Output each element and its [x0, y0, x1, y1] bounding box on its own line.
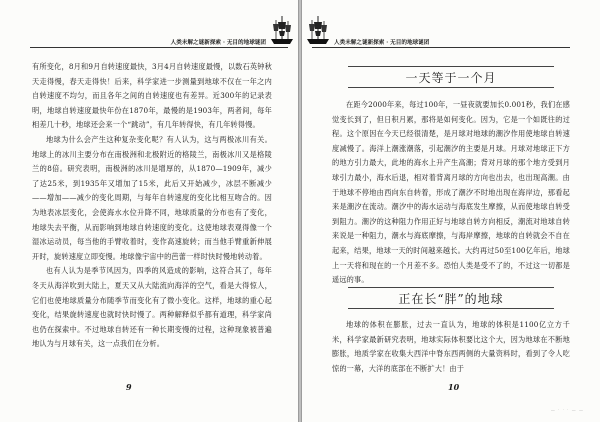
ship-icon — [270, 14, 294, 46]
paragraph: 地球为什么会产生这种复杂变化呢？有人认为，这与两极冰川有关。地球上的冰川主要分布在南极洲和北极附近的格陵兰，南极冰川又是格陵兰的8倍。研究表明，南极洲的冰川是增厚的，从1870—1909年，减少了达25米，到1935年又增加了15米，此后又开始减少，冰层不断减少——增加——减少的变化周期，与每年自转速度的变化比相互吻合的。因为地表冰层变化，会使海水水位升降不同，地球质量的分布也有了变化，地球失去平衡，从而影响到地球自转速度的变化。这使地球表观得像一个湿冰运动员，每当他的手臂收着时，变作高速旋转；而当他手臂重新伸展开时，旋转速度立即变慢。地球像宇宙中的芭蕾一样时快时慢地转动着。 — [32, 134, 272, 261]
section1-body-text — [332, 98, 570, 288]
footer-mark: — · · · — — — [550, 407, 584, 412]
paragraph: 在距今2000年来，每过100年，一昼夜就要加长0.001秒，我们在感觉变长到了，但日积月累，那将是如何变化。因为，它是一个如既往的过程。这个原因在今天已经很清楚，是月球对地球的潮汐作用使地球自转速度减慢了。海洋上潮涨潮落，引起潮汐的主要是月球。月球对地球正下方的地方引力最大，此地的海水上升产生高潮；背对月球的那个地方受到月球引力最小，海水后退，相对着背离月球的方向也出去，也出现高潮。由于地球不停地由西向东自转着，形成了潮汐不时地出现在海岸边，那看起来是潮汐在流动。潮汐中的海水运动与海底发生摩擦，从而使地球自转受到阻力。潮汐的这种阻力作用正好与地球自转方向相反，潮流对地球自转来说是一种阻力，潮水与海底摩擦，与海岸摩擦，地球的自转就会不自在起来，结果，地球一天的时间越来越长。大约再过50至100亿年后，地球上一天将和现在的一个月差不多。恐怕人类是受不了的，不过这一切都是遥远的事。 — [332, 100, 570, 285]
paragraph: 地球的体积在膨胀，过去一直认为，地球的体积是1100亿立方千米，科学家最新研究表明，地球实际体积要比这个大，因为地球在不断地膨胀，地质学家在收集大西洋中脊东西两侧的大量资料时，看到了令人吃惊的一幕，大洋的底部在不断扩大！由于 — [332, 320, 570, 373]
section-title: 一天等于一个月 — [348, 66, 554, 88]
left-page — [0, 0, 298, 422]
header-rule — [30, 47, 288, 48]
ship-icon — [306, 14, 330, 46]
running-header: 人类未解之谜新探索 · 无目的地球谜团 — [334, 40, 430, 46]
section2-body-text — [332, 318, 570, 376]
left-body-text — [32, 60, 272, 352]
header-rule — [312, 47, 570, 48]
paragraph: 有所变化，8月和9月自转速度最快，3月4月自转速度最慢，以数石英钟秋天走得慢，春天走得快！后来，科学家进一步测量到地球不仅在一年之内自转速度不均匀，而且各年之间的自转速度也有差异。近300年的记录表明，地球自转速度最快年份在1870年，最慢的是1903年，两者间，每年相差几十秒，地球还会来一个“跳动”，有几年转得快，有几年转得慢。 — [32, 62, 272, 130]
running-header: 人类未解之谜新探索 · 无目的地球谜团 — [170, 40, 266, 46]
page-number: 9 — [126, 382, 132, 392]
right-page — [302, 0, 600, 422]
page-number: 10 — [448, 382, 460, 392]
section-title: 正在长“胖”的地球 — [348, 287, 554, 309]
paragraph: 也有人认为是季节风因为，四季的风造成的影响，这符合其了，每年冬天从海洋吹到大陆上，夏天又从大陆流向海洋的空气，看是大得惊人，它们也使地球质量分布随季节而变化有了微小变化。这样，地球的重心起变化，结果旋转速度也就时快时慢了。两种解释似乎都有道理，科学家尚也仍在探索中。不过地球自转还有一种长期变慢的过程，这种现象被普遍地认为与月球有关，这一点我们在分析。 — [32, 266, 272, 349]
